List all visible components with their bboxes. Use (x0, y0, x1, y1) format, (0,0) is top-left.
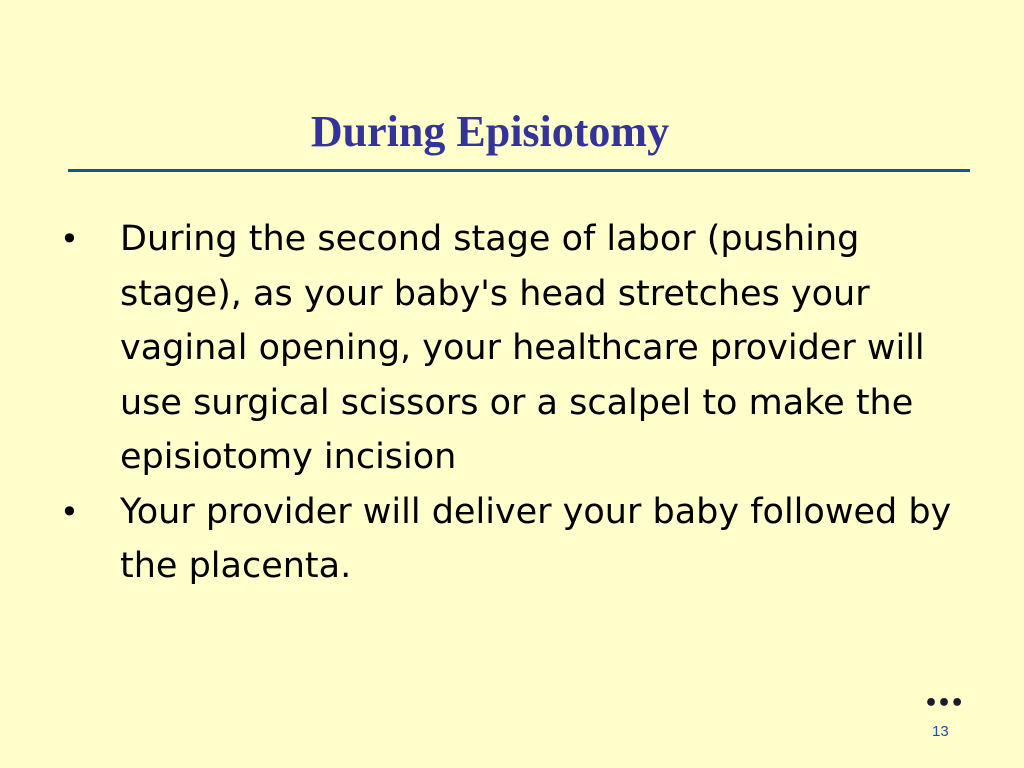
more-icon: ••• (924, 691, 964, 716)
bullet-item (0, 212, 1024, 485)
bullet-icon: • (60, 220, 79, 258)
bullet-text: Your provider will deliver your baby followed by the placenta. (120, 491, 952, 586)
title-divider (68, 169, 970, 172)
bullet-list (0, 212, 1024, 594)
bullet-text: During the second stage of labor (pushing stage), as your baby's head stretches your vaginal opening, your healthcare provider will use surgical scissors or a scalpel to make the episiotomy incision (120, 219, 925, 477)
bullet-item (0, 485, 1024, 594)
page-number: 13 (932, 723, 949, 740)
slide-title: During Episiotomy (310, 107, 670, 156)
bullet-icon: • (60, 492, 79, 531)
